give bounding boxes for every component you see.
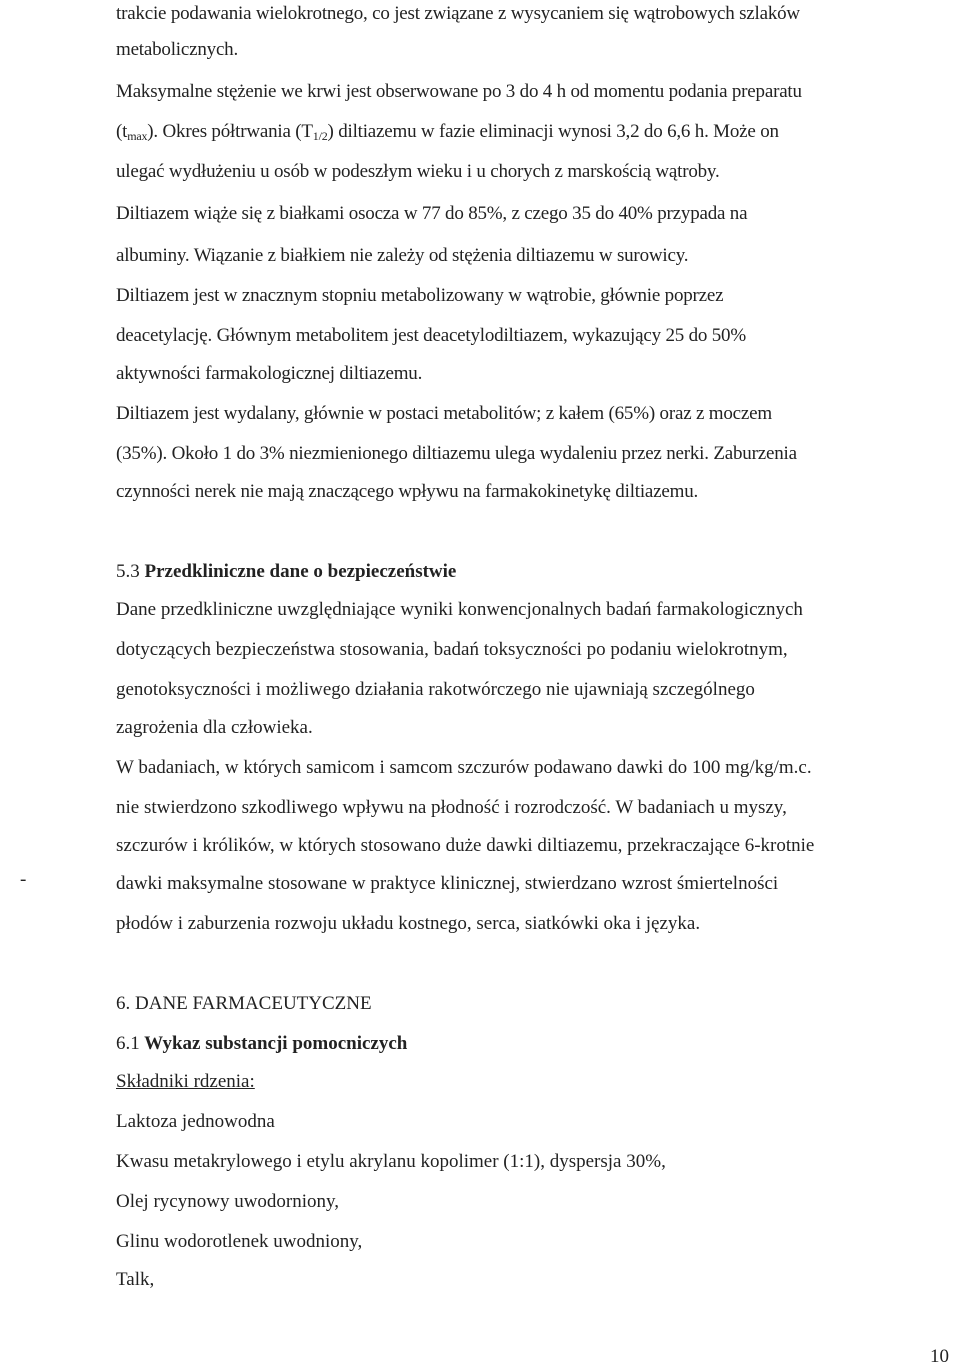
page-number: 10 (930, 1346, 949, 1367)
ingredient-item: Olej rycynowy uwodorniony, (116, 1191, 340, 1212)
text-fragment: ). Okres półtrwania (T (147, 121, 313, 142)
core-ingredients-label: Składniki rdzenia: (116, 1071, 255, 1092)
paragraph-line: Diltiazem jest wydalany, głównie w postaci metabolitów; z kałem (65%) oraz z moczem (116, 403, 772, 424)
ingredient-item: Laktoza jednowodna (116, 1111, 275, 1132)
paragraph-line: Diltiazem wiąże się z białkami osocza w 77 do 85%, z czego 35 do 40% przypada na (116, 203, 748, 224)
paragraph-line: albuminy. Wiązanie z białkiem nie zależy od stężenia diltiazemu w surowicy. (116, 245, 689, 266)
ingredient-item: Talk, (116, 1269, 155, 1290)
paragraph-line: aktywności farmakologicznej diltiazemu. (116, 363, 423, 384)
paragraph-line: ulegać wydłużeniu u osób w podeszłym wieku i u chorych z marskością wątroby. (116, 161, 720, 182)
paragraph-line: (35%). Około 1 do 3% niezmienionego diltiazemu ulega wydaleniu przez nerki. Zaburzenia (116, 443, 797, 464)
section-number: 6.1 (116, 1033, 140, 1054)
paragraph-line: płodów i zaburzenia rozwoju układu kostnego, serca, siatkówki oka i języka. (116, 913, 701, 934)
subscript-max: max (127, 129, 148, 143)
section-number: 5.3 (116, 561, 140, 582)
tmax-line (116, 120, 779, 144)
section-6-1-heading (116, 1032, 407, 1056)
paragraph-line: czynności nerek nie mają znaczącego wpływu na farmakokinetykę diltiazemu. (116, 481, 699, 502)
paragraph-line: deacetylację. Głównym metabolitem jest deacetylodiltiazem, wykazujący 25 do 50% (116, 325, 746, 346)
section-title: Przedkliniczne dane o bezpieczeństwie (144, 561, 457, 582)
margin-mark: - (20, 869, 27, 890)
paragraph-line: Dane przedkliniczne uwzględniające wyniki konwencjonalnych badań farmakologicznych (116, 599, 803, 620)
paragraph-line: Maksymalne stężenie we krwi jest obserwowane po 3 do 4 h od momentu podania preparatu (116, 81, 802, 102)
paragraph-line: zagrożenia dla człowieka. (116, 717, 313, 738)
text-fragment: ) diltiazemu w fazie eliminacji wynosi 3,2 do 6,6 h. Może on (327, 121, 779, 142)
ingredient-item: Glinu wodorotlenek uwodniony, (116, 1231, 363, 1252)
paragraph-line: metabolicznych. (116, 39, 239, 60)
section-6-heading: 6. DANE FARMACEUTYCZNE (116, 993, 372, 1014)
section-5-3-heading (116, 560, 456, 584)
paragraph-line: nie stwierdzono szkodliwego wpływu na płodność i rozrodczość. W badaniach u myszy, (116, 797, 787, 818)
ingredient-item: Kwasu metakrylowego i etylu akrylanu kopolimer (1:1), dyspersja 30%, (116, 1151, 666, 1172)
subscript-half: 1/2 (312, 129, 328, 143)
text-fragment: (t (116, 121, 128, 142)
section-title: Wykaz substancji pomocniczych (144, 1033, 408, 1054)
paragraph-line: Diltiazem jest w znacznym stopniu metabolizowany w wątrobie, głównie poprzez (116, 285, 724, 306)
paragraph-line: szczurów i królików, w których stosowano duże dawki diltiazemu, przekraczające 6-krotnie (116, 835, 815, 856)
paragraph-line: dotyczących bezpieczeństwa stosowania, badań toksyczności po podaniu wielokrotnym, (116, 639, 788, 660)
paragraph-line: W badaniach, w których samicom i samcom szczurów podawano dawki do 100 mg/kg/m.c. (116, 757, 812, 778)
paragraph-line: genotoksyczności i możliwego działania rakotwórczego nie ujawniają szczególnego (116, 679, 755, 700)
paragraph-line: trakcie podawania wielokrotnego, co jest związane z wysycaniem się wątrobowych szlaków (116, 3, 800, 24)
paragraph-line: dawki maksymalne stosowane w praktyce klinicznej, stwierdzano wzrost śmiertelności (116, 873, 779, 894)
